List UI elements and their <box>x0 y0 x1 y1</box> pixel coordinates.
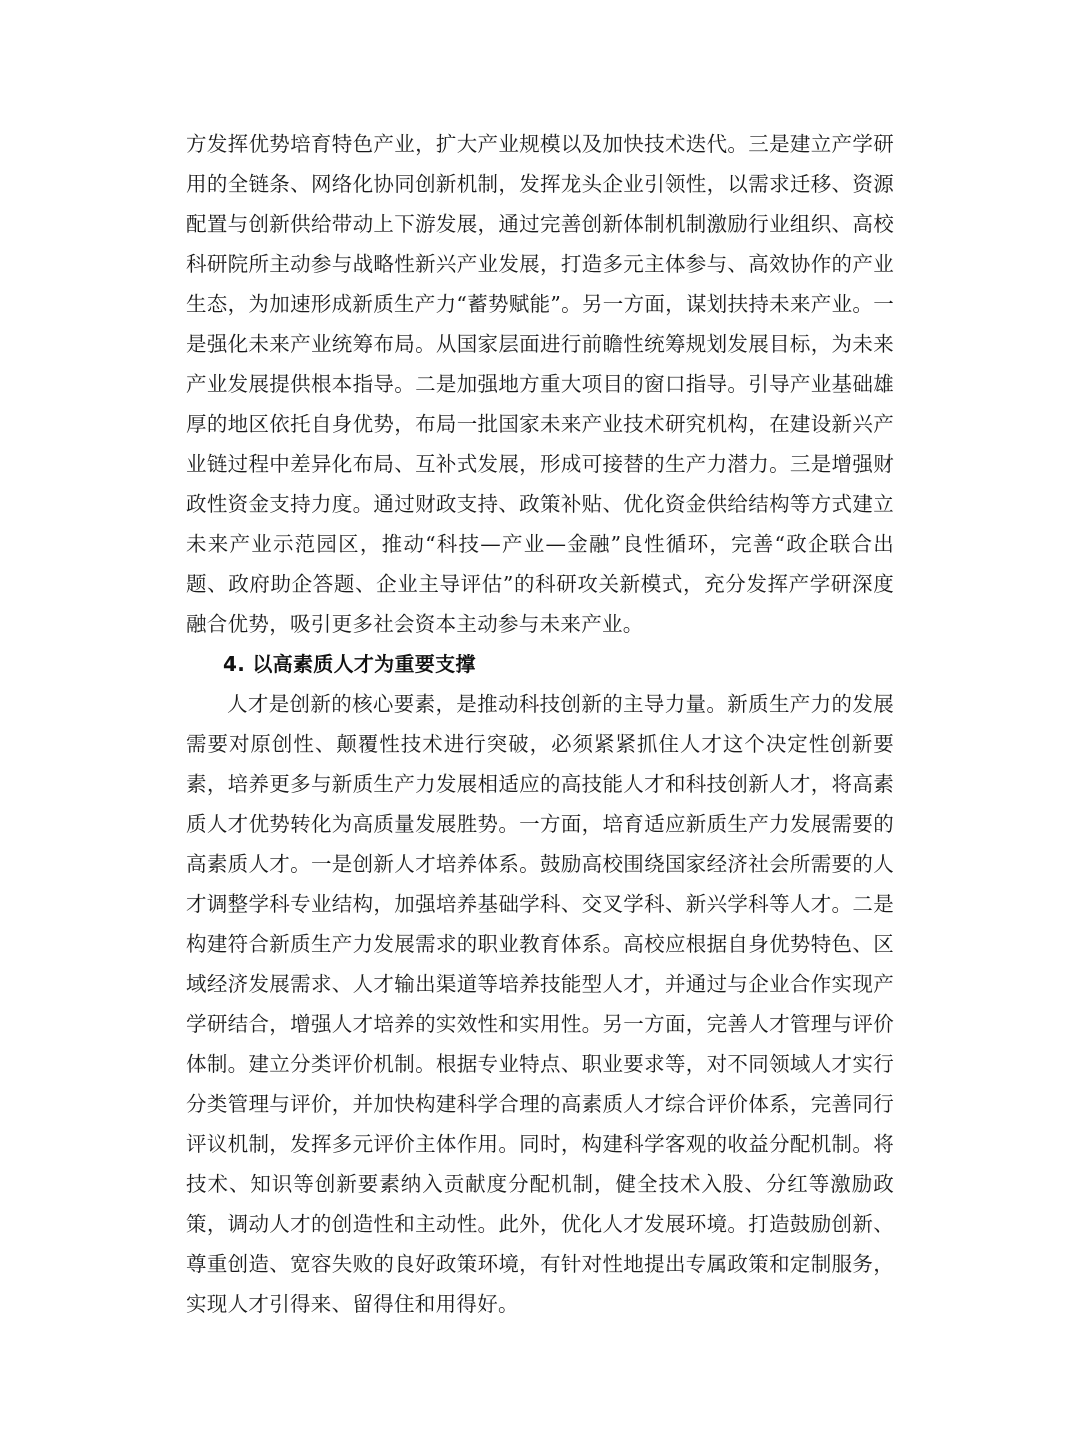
body-paragraph-talent: 人才是创新的核心要素，是推动科技创新的主导力量。新质生产力的发展需要对原创性、颠覆性技术进行突破，必须紧紧抓住人才这个决定性创新要素，培养更多与新质生产力发展相适应的高技能人才和科技创新人才，将高素质人才优势转化为高质量发展胜势。一方面，培育适应新质生产力发展需要的高素质人才。一是创新人才培养体系。鼓励高校围绕国家经济社会所需要的人才调整学科专业结构，加强培养基础学科、交叉学科、新兴学科等人才。二是构建符合新质生产力发展需求的职业教育体系。高校应根据自身优势特色、区域经济发展需求、人才输出渠道等培养技能型人才，并通过与企业合作实现产学研结合，增强人才培养的实效性和实用性。另一方面，完善人才管理与评价体制。建立分类评价机制。根据专业特点、职业要求等，对不同领域人才实行分类管理与评价，并加快构建科学合理的高素质人才综合评价体系，完善同行评议机制，发挥多元评价主体作用。同时，构建科学客观的收益分配机制。将技术、知识等创新要素纳入贡献度分配机制，健全技术入股、分红等激励政策，调动人才的创造性和主动性。此外，优化人才发展环境。打造鼓励创新、尊重创造、宽容失败的良好政策环境，有针对性地提出专属政策和定制服务，实现人才引得来、留得住和用得好。 <box>186 692 894 1316</box>
document-page <box>186 124 894 1324</box>
body-paragraph-continued: 方发挥优势培育特色产业，扩大产业规模以及加快技术迭代。三是建立产学研用的全链条、网络化协同创新机制，发挥龙头企业引领性，以需求迁移、资源配置与创新供给带动上下游发展，通过完善创新体制机制激励行业组织、高校科研院所主动参与战略性新兴产业发展，打造多元主体参与、高效协作的产业生态，为加速形成新质生产力“蓄势赋能”。另一方面，谋划扶持未来产业。一是强化未来产业统筹布局。从国家层面进行前瞻性统筹规划发展目标，为未来产业发展提供根本指导。二是加强地方重大项目的窗口指导。引导产业基础雄厚的地区依托自身优势，布局一批国家未来产业技术研究机构，在建设新兴产业链过程中差异化布局、互补式发展，形成可接替的生产力潜力。三是增强财政性资金支持力度。通过财政支持、政策补贴、优化资金供给结构等方式建立未来产业示范园区，推动“科技—产业—金融”良性循环，完善“政企联合出题、政府助企答题、企业主导评估”的科研攻关新模式，充分发挥产学研深度融合优势，吸引更多社会资本主动参与未来产业。 <box>186 132 894 636</box>
section-heading: 4. 以高素质人才为重要支撑 <box>223 652 476 676</box>
